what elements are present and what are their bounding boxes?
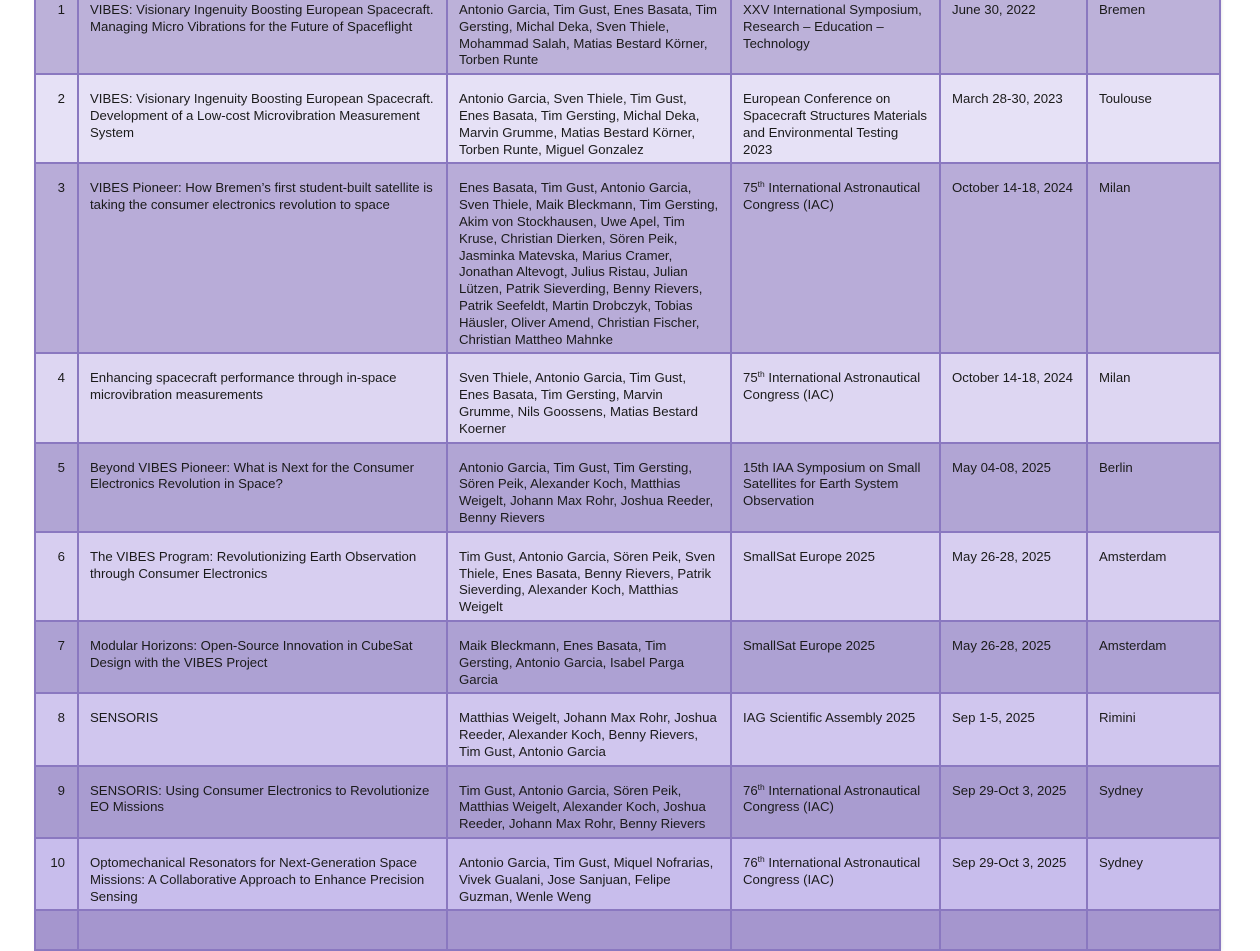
row-number-cell — [35, 621, 78, 693]
date-cell — [940, 443, 1087, 532]
conference-name: International Astronautical Congress (IAC) — [743, 370, 924, 403]
title-cell — [78, 838, 447, 910]
table-row — [35, 693, 1220, 765]
date-cell-text: Sep 29-Oct 3, 2025 — [952, 782, 1067, 798]
date-cell-text: May 04-08, 2025 — [952, 459, 1051, 475]
date-cell — [940, 621, 1087, 693]
location-cell — [1087, 838, 1220, 910]
conference-cell — [731, 353, 940, 442]
location-cell-text: Rimini — [1099, 710, 1136, 726]
title-cell — [78, 532, 447, 621]
row-number-cell-text: 10 — [50, 855, 65, 871]
location-cell-text: Amsterdam — [1099, 548, 1167, 564]
title-cell — [78, 693, 447, 765]
conference-name: European Conference on Spacecraft Structures Materials and Environmental Testing 2023 — [743, 91, 931, 157]
date-cell — [940, 838, 1087, 910]
conference-cell — [731, 910, 940, 950]
date-cell — [940, 693, 1087, 765]
row-number-cell — [35, 532, 78, 621]
conference-name: SmallSat Europe 2025 — [743, 548, 875, 564]
conference-name: XXV International Symposium, Research – Education – Technology — [743, 2, 926, 51]
table-row — [35, 74, 1220, 163]
title-cell-text: Enhancing spacecraft performance through in-space microvibration measurements — [90, 370, 397, 403]
title-cell — [78, 443, 447, 532]
authors-cell-text: Matthias Weigelt, Johann Max Rohr, Joshua Reeder, Alexander Koch, Benny Rievers, Tim Gust, Antonio Garcia — [459, 710, 717, 759]
date-cell-text: Sep 29-Oct 3, 2025 — [952, 855, 1067, 871]
location-cell — [1087, 532, 1220, 621]
location-cell — [1087, 163, 1220, 353]
row-number-cell-text: 1 — [57, 2, 65, 17]
title-cell-text: SENSORIS: Using Consumer Electronics to Revolutionize EO Missions — [90, 782, 430, 815]
conference-ordinal: 75 — [743, 180, 758, 196]
row-number-cell-text: 2 — [57, 91, 65, 107]
authors-cell-text: Tim Gust, Antonio Garcia, Sören Peik, Sven Thiele, Enes Basata, Benny Rievers, Patrik Sieverding, Alexander Koch, Matthias Weigelt — [459, 548, 716, 615]
authors-cell-text: Antonio Garcia, Sven Thiele, Tim Gust, Enes Basata, Tim Gersting, Michal Deka, Marvin Grumme, Matias Bestard Körner, Torben Runte, Miguel Gonzalez — [459, 91, 700, 157]
conference-name: International Astronautical Congress (IAC) — [743, 782, 924, 815]
date-cell — [940, 353, 1087, 442]
conference-name: IAG Scientific Assembly 2025 — [743, 710, 916, 726]
table-row — [35, 621, 1220, 693]
location-cell-text: Milan — [1099, 180, 1131, 196]
table-row — [35, 0, 1220, 74]
authors-cell — [447, 838, 731, 910]
authors-cell — [447, 621, 731, 693]
row-number-cell — [35, 838, 78, 910]
table-row — [35, 766, 1220, 838]
title-cell — [78, 74, 447, 163]
location-cell-text: Sydney — [1099, 782, 1143, 798]
title-cell-text: Modular Horizons: Open-Source Innovation in CubeSat Design with the VIBES Project — [90, 637, 413, 670]
conference-ordinal: 76 — [743, 782, 758, 798]
table-row — [35, 532, 1220, 621]
row-number-cell — [35, 163, 78, 353]
row-number-cell-text: 4 — [57, 370, 65, 386]
title-cell-text: VIBES: Visionary Ingenuity Boosting European Spacecraft. Managing Micro Vibrations for the Future of Spaceflight — [90, 2, 434, 34]
table-row — [35, 910, 1220, 950]
date-cell-text: May 26-28, 2025 — [952, 637, 1051, 653]
conference-ordinal-suffix: th — [757, 369, 765, 380]
location-cell — [1087, 693, 1220, 765]
conference-ordinal-suffix: th — [757, 781, 765, 792]
date-cell-text: October 14-18, 2024 — [952, 180, 1073, 196]
row-number-cell-text: 6 — [57, 548, 65, 564]
date-cell — [940, 74, 1087, 163]
title-cell — [78, 910, 447, 950]
row-number-cell-text: 7 — [57, 637, 65, 653]
date-cell — [940, 532, 1087, 621]
date-cell — [940, 766, 1087, 838]
authors-cell — [447, 766, 731, 838]
table-row — [35, 353, 1220, 442]
location-cell-text: Milan — [1099, 370, 1131, 386]
authors-cell-text: Tim Gust, Antonio Garcia, Sören Peik, Matthias Weigelt, Alexander Koch, Joshua Reeder, Johann Max Rohr, Benny Rievers — [459, 782, 706, 832]
location-cell — [1087, 766, 1220, 838]
row-number-cell — [35, 353, 78, 442]
conference-name: International Astronautical Congress (IAC) — [743, 855, 924, 887]
table-body — [35, 0, 1220, 950]
conference-cell — [731, 766, 940, 838]
location-cell-text: Berlin — [1099, 459, 1133, 475]
date-cell — [940, 910, 1087, 950]
table-row — [35, 838, 1220, 910]
title-cell-text: Beyond VIBES Pioneer: What is Next for the Consumer Electronics Revolution in Space? — [90, 459, 414, 492]
date-cell-text: May 26-28, 2025 — [952, 548, 1051, 564]
conference-name: 15th IAA Symposium on Small Satellites for Earth System Observation — [743, 459, 925, 509]
date-cell-text: March 28-30, 2023 — [952, 91, 1063, 107]
publications-table — [34, 0, 1221, 951]
row-number-cell — [35, 766, 78, 838]
conference-name: International Astronautical Congress (IAC) — [743, 180, 924, 213]
authors-cell — [447, 0, 731, 74]
title-cell-text: The VIBES Program: Revolutionizing Earth Observation through Consumer Electronics — [90, 548, 417, 581]
date-cell-text: June 30, 2022 — [952, 2, 1036, 17]
table-row — [35, 163, 1220, 353]
row-number-cell-text: 5 — [57, 459, 65, 475]
location-cell-text: Sydney — [1099, 855, 1143, 871]
authors-cell — [447, 353, 731, 442]
date-cell — [940, 0, 1087, 74]
title-cell-text: SENSORIS — [90, 710, 159, 726]
title-cell — [78, 621, 447, 693]
authors-cell — [447, 532, 731, 621]
conference-cell — [731, 621, 940, 693]
location-cell — [1087, 0, 1220, 74]
conference-ordinal-suffix: th — [757, 854, 765, 865]
title-cell — [78, 766, 447, 838]
authors-cell — [447, 910, 731, 950]
location-cell — [1087, 910, 1220, 950]
authors-cell-text: Antonio Garcia, Tim Gust, Tim Gersting, Sören Peik, Alexander Koch, Matthias Weigelt, Johann Max Rohr, Joshua Reeder, Benny Rievers — [459, 459, 714, 525]
conference-ordinal: 75 — [743, 370, 758, 386]
authors-cell-text: Enes Basata, Tim Gust, Antonio Garcia, Sven Thiele, Maik Bleckmann, Tim Gersting, Akim von Stockhausen, Uwe Apel, Tim Kruse, Christian Dierken, Sören Peik, Jasminka Matevska, Marius Cramer, Jonathan Altevogt, Julius Ristau, Julian Lützen, Patrik Sieverding, Benny Rievers, Patrik Seefeldt, Martin Drobczyk, Tobias Häusler, Oliver Amend, Christian Fischer, Christian Mattheo Mahnke — [459, 180, 719, 347]
conference-cell — [731, 0, 940, 74]
row-number-cell — [35, 443, 78, 532]
authors-cell — [447, 74, 731, 163]
location-cell-text: Bremen — [1099, 2, 1146, 17]
title-cell — [78, 0, 447, 74]
publications-table-wrapper — [34, 0, 1219, 951]
title-cell-text: Optomechanical Resonators for Next-Generation Space Missions: A Collaborative Approach to Enhance Precision Sensing — [90, 855, 425, 904]
row-number-cell-text: 3 — [57, 180, 65, 196]
title-cell-text: VIBES: Visionary Ingenuity Boosting European Spacecraft. Development of a Low-cost Microvibration Measurement System — [90, 91, 434, 140]
conference-cell — [731, 74, 940, 163]
title-cell-text: VIBES Pioneer: How Bremen’s first student-built satellite is taking the consumer electronics revolution to space — [90, 180, 433, 213]
date-cell — [940, 163, 1087, 353]
table-row — [35, 443, 1220, 532]
row-number-cell — [35, 74, 78, 163]
row-number-cell-text: 8 — [57, 710, 65, 726]
location-cell — [1087, 74, 1220, 163]
authors-cell — [447, 443, 731, 532]
date-cell-text: Sep 1-5, 2025 — [952, 710, 1035, 726]
conference-ordinal: 76 — [743, 855, 758, 871]
location-cell — [1087, 621, 1220, 693]
authors-cell-text: Antonio Garcia, Tim Gust, Miquel Nofrarias, Vivek Gualani, Jose Sanjuan, Felipe Guzman, Wenle Weng — [459, 855, 714, 904]
location-cell — [1087, 353, 1220, 442]
authors-cell — [447, 693, 731, 765]
row-number-cell — [35, 0, 78, 74]
conference-cell — [731, 838, 940, 910]
location-cell-text: Toulouse — [1099, 91, 1152, 107]
title-cell — [78, 353, 447, 442]
authors-cell-text: Sven Thiele, Antonio Garcia, Tim Gust, Enes Basata, Tim Gersting, Marvin Grumme, Nils Goossens, Matias Bestard Koerner — [459, 370, 698, 436]
row-number-cell-text: 9 — [57, 782, 65, 798]
row-number-cell — [35, 693, 78, 765]
conference-ordinal-suffix: th — [757, 179, 765, 190]
title-cell — [78, 163, 447, 353]
authors-cell-text: Antonio Garcia, Tim Gust, Enes Basata, Tim Gersting, Michal Deka, Sven Thiele, Mohammad Salah, Matias Bestard Körner, Torben Runte — [459, 2, 717, 68]
conference-name: SmallSat Europe 2025 — [743, 637, 875, 653]
authors-cell — [447, 163, 731, 353]
location-cell-text: Amsterdam — [1099, 637, 1167, 653]
conference-cell — [731, 693, 940, 765]
conference-cell — [731, 532, 940, 621]
conference-cell — [731, 443, 940, 532]
date-cell-text: October 14-18, 2024 — [952, 370, 1073, 386]
row-number-cell — [35, 910, 78, 950]
conference-cell — [731, 163, 940, 353]
location-cell — [1087, 443, 1220, 532]
authors-cell-text: Maik Bleckmann, Enes Basata, Tim Gersting, Antonio Garcia, Isabel Parga Garcia — [459, 637, 685, 687]
